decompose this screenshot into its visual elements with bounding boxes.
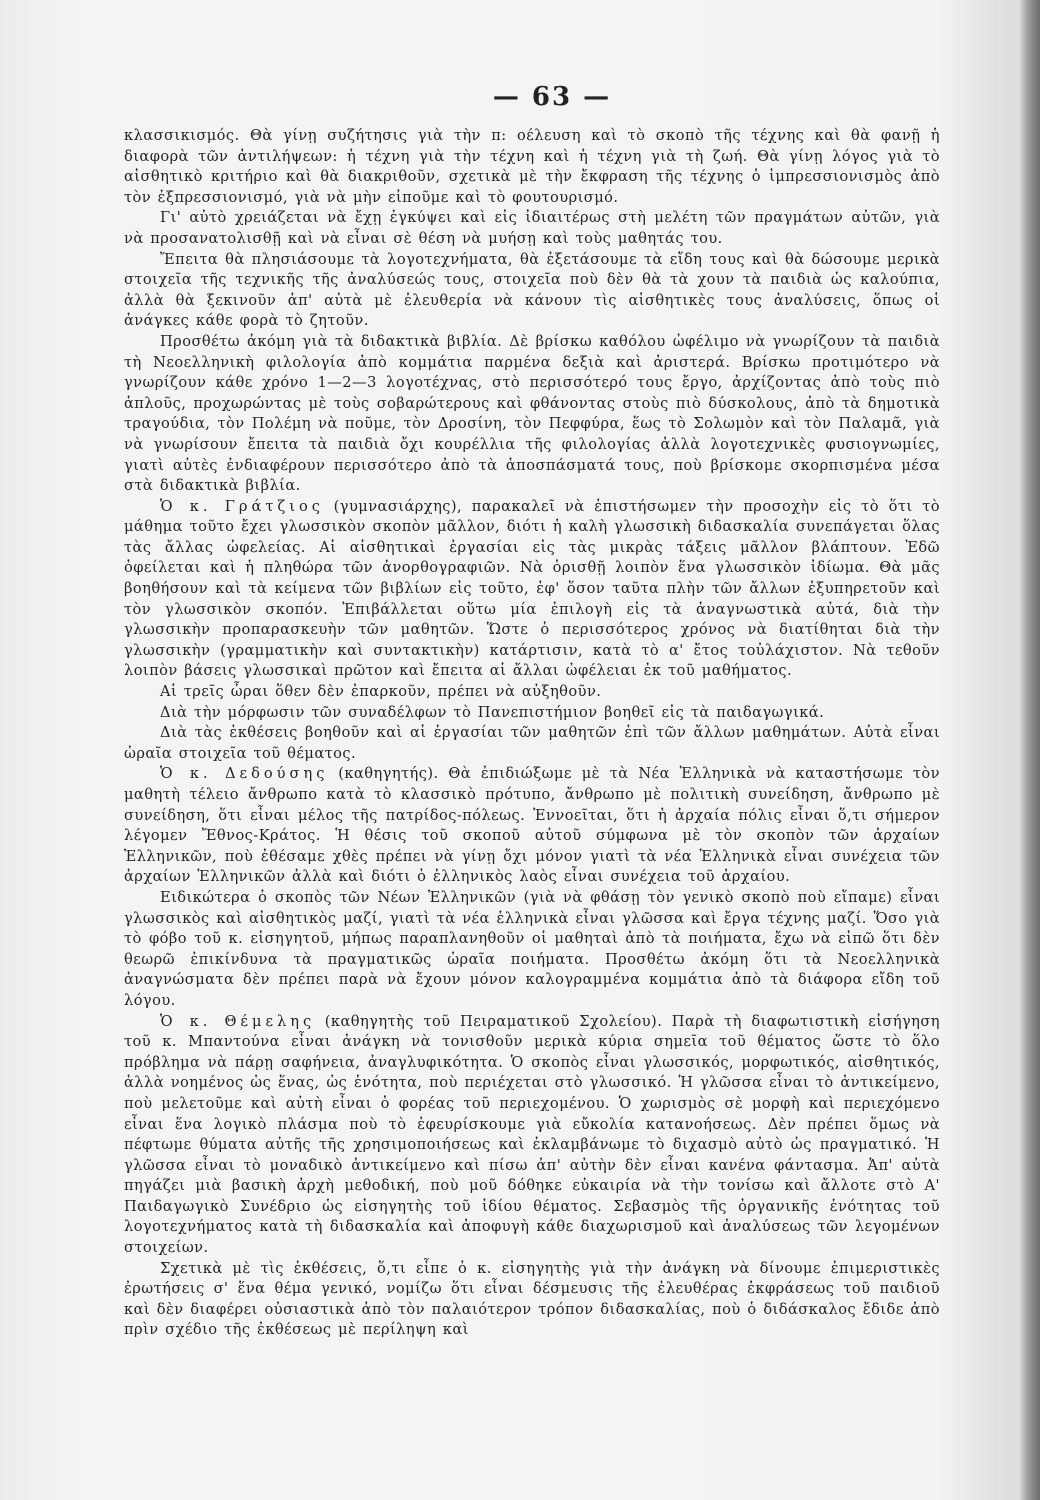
- paragraph-text: Διὰ τὰς ἐκθέσεις βοηθοῦν καὶ αἱ ἐργασίαι τῶν μαθητῶν ἐπὶ τῶν ἄλλων μαθημάτων. Αὐτὰ εἶναι ὡραῖα στοιχεῖα τοῦ θέματος.: [124, 724, 940, 762]
- body-text: [124, 126, 940, 1341]
- paragraph: [124, 682, 940, 703]
- paragraph: [124, 723, 940, 764]
- paragraph-text: (καθηγητής). Θὰ ἐπιδιώξωμε μὲ τὰ Νέα Ἑλληνικὰ νὰ καταστήσωμε τὸν μαθητὴ τέλειο ἄνθρωπο κατὰ τὸ κλασσικὸ πρότυπο, ἄνθρωπο μὲ πολιτικὴ συνείδηση, ἄνθρωπο μὲ συνείδηση, ὅτι εἶναι μέλος τῆς πατρίδος-πόλεως. Ἐννοεῖται, ὅτι ἡ ἀρχαία πόλις εἶναι ὅ,τι σήμερον λέγομεν Ἔθνος-Κράτος. Ἡ θέσις τοῦ σκοποῦ αὐτοῦ σύμφωνα μὲ τὸν σκοπὸν τῶν ἀρχαίων Ἑλληνικῶν, ποὺ ἐθέσαμε χθὲς πρέπει νὰ γίνῃ ὄχι μόνον γιατὶ τὰ νέα Ἑλληνικὰ εἶναι συνέχεια τῶν ἀρχαίων Ἑλληνικῶν ἀλλὰ καὶ διότι ὁ ἑλληνικὸς λαὸς εἶναι συνέχεια τοῦ ἀρχαίου.: [124, 765, 940, 886]
- paragraph: [124, 888, 940, 1012]
- speaker-name: Ὁ κ. Δεδούσης: [160, 765, 329, 783]
- paragraph-text: Προσθέτω ἀκόμη γιὰ τὰ διδακτικὰ βιβλία. Δὲ βρίσκω καθόλου ὠφέλιμο νὰ γνωρίζουν τὰ παιδιὰ τὴ Νεοελληνικὴ φιλολογία ἀπὸ κομμάτια παρμένα δεξιὰ καὶ ἀριστερά. Βρίσκω προτιμότερο νὰ γνωρίζουν κάθε χρόνο 1—2—3 λογοτέχνας, στὸ περισσότερό τους ἔργο, ἀρχίζοντας ἀπὸ τοὺς πιὸ ἁπλοῦς, προχωρώντας μὲ τοὺς σοβαρώτερους καὶ φθάνοντας στοὺς πιὸ δύσκολους, ἀπὸ τὰ δημοτικὰ τραγούδια, τὸν Πολέμη νὰ ποῦμε, τὸν Δροσίνη, τὸν Πεφφύρα, ἕως τὸ Σολωμὸν καὶ τὸν Παλαμᾶ, γιὰ νὰ γνωρίσουν ἔπειτα τὰ παιδιὰ ὄχι κουρέλλια τῆς φιλολογίας ἀλλὰ λογοτεχνικὲς φυσιογνωμίες, γιατὶ αὐτὲς ἐνδιαφέρουν περισσότερο ἀπὸ τὰ ἀποσπάσματά τους, ποὺ βρίσκομε σκορπισμένα μέσα στὰ διδακτικὰ βιβλία.: [124, 332, 940, 495]
- paragraph-text: (καθηγητὴς τοῦ Πειραματικοῦ Σχολείου). Παρὰ τὴ διαφωτιστικὴ εἰσήγηση τοῦ κ. Μπαντούνα εἶναι ἀνάγκη νὰ τονισθοῦν μερικὰ κύρια σημεῖα τοῦ θέματος ὥστε τὸ ὅλο πρόβλημα νὰ πάρῃ σαφήνεια, ἀναγλυφικότητα. Ὁ σκοπὸς εἶναι γλωσσικός, μορφωτικός, αἰσθητικός, ἀλλὰ νοημένος ὡς ἕνας, ὡς ἑνότητα, ποὺ περιέχεται στὸ γλωσσικό. Ἡ γλῶσσα εἶναι τὸ ἀντικείμενο, ποὺ μελετοῦμε καὶ αὐτὴ εἶναι ὁ φορέας τοῦ περιεχομένου. Ὁ χωρισμὸς σὲ μορφὴ καὶ περιεχόμενο εἶναι ἕνα λογικὸ πλάσμα ποὺ τὸ ἐφευρίσκουμε γιὰ εὔκολία κατανοήσεως. Δὲν πρέπει ὅμως νὰ πέφτωμε θύματα αὐτῆς τῆς χρησιμοποιήσεως καὶ ἐκλαμβάνωμε τὸ διχασμὸ αὐτὸ ὡς πραγματικό. Ἡ γλῶσσα εἶναι τὸ μοναδικὸ ἀντικείμενο καὶ πίσω ἀπ' αὐτὴν δὲν εἶναι κανένα φάντασμα. Ἀπ' αὐτὰ πηγάζει μιὰ βασικὴ ἀρχὴ μεθοδική, ποὺ μοῦ δόθηκε εὐκαιρία νὰ τὴν τονίσω καὶ ἄλλοτε στὸ Α' Παιδαγωγικὸ Συνέδριο ὡς εἰσηγητὴς τοῦ ἰδίου θέματος. Σεβασμὸς τῆς ὀργανικῆς ἑνότητας τοῦ λογοτεχνήματος κατὰ τὴ διδασκαλία καὶ ἀποφυγὴ κάθε διαχωρισμοῦ καὶ ἀναλύσεως τῶν λεγομένων στοιχείων.: [124, 1012, 940, 1257]
- paragraph-text: (γυμνασιάρχης), παρακαλεῖ νὰ ἐπιστήσωμεν τὴν προσοχὴν εἰς τὸ ὅτι τὸ μάθημα τοῦτο ἔχει γλωσσικὸν σκοπὸν μᾶλλον, διότι ἡ καλὴ γλωσσικὴ διδασκαλία συνεπάγεται ὅλας τὰς ἄλλας ὠφελείας. Αἱ αἰσθητικαὶ ἐργασίαι εἰς τὰς μικρὰς τάξεις μᾶλλον βλάπτουν. Ἐδῶ ὀφείλεται καὶ ἡ πληθώρα τῶν ἀνορθογραφιῶν. Νὰ ὁρισθῇ λοιπὸν ἕνα γλωσσικὸν ἰδίωμα. Θὰ μᾶς βοηθήσουν καὶ τὰ κείμενα τῶν βιβλίων εἰς τοῦτο, ἐφ' ὅσον ταῦτα πλὴν τῶν ἄλλων ἐξυπηρετοῦν καὶ τὸν γλωσσικὸν σκοπόν. Ἐπιβάλλεται οὕτω μία ἐπιλογὴ εἰς τὰ ἀναγνωστικὰ αὐτά, διὰ τὴν γλωσσικὴν προπαρασκευὴν τῶν μαθητῶν. Ὥστε ὁ περισσότερος χρόνος νὰ διατίθηται διὰ τὴν γλωσσικὴν (γραμματικὴν καὶ συντακτικὴν) κατάρτισιν, κατὰ τὸ α' ἔτος τοὐλάχιστον. Νὰ τεθοῦν λοιπὸν βάσεις γλωσσικαὶ πρῶτον καὶ ἔπειτα αἱ ἄλλαι ὠφέλειαι ἐκ τοῦ μαθήματος.: [124, 497, 940, 680]
- paragraph-text: κλασσικισμός. Θὰ γίνῃ συζήτησις γιὰ τὴν π: οέλευση καὶ τὸ σκοπὸ τῆς τέχνης καὶ θὰ φανῇ ἡ διαφορὰ τῶν ἀντιλήψεων: ἡ τέχνη γιὰ τὴν τέχνη καὶ ἡ τέχνη γιὰ τὴ ζωή. Θὰ γίνῃ λόγος γιὰ τὸ αἰσθητικὸ κριτήριο καὶ θὰ διακριθοῦν, σχετικὰ μὲ τὴν ἔκφραση τῆς τέχνης ὁ ἰμπρεσσιονισμὸς ἀπὸ τὸν ἐξπρεσσιονισμό, γιὰ νὰ μὴν εἰποῦμε καὶ τὸ φουτουρισμό.: [124, 127, 940, 206]
- paragraph-text: Γι' αὐτὸ χρειάζεται νὰ ἔχῃ ἐγκύψει καὶ εἰς ἰδιαιτέρως στὴ μελέτη τῶν πραγμάτων αὐτῶν, γιὰ νὰ προσανατολισθῇ καὶ νὰ εἶναι σὲ θέση νὰ μυήσῃ καὶ τοὺς μαθητάς του.: [124, 209, 940, 247]
- paragraph-text: Διὰ τὴν μόρφωσιν τῶν συναδέλφων τὸ Πανεπιστήμιον βοηθεῖ εἰς τὰ παιδαγωγικά.: [160, 703, 825, 721]
- paragraph: [124, 764, 940, 888]
- page-number: — 63 —: [492, 82, 612, 112]
- paragraph: [124, 208, 940, 249]
- paragraph-text: Αἱ τρεῖς ὧραι ὅθεν δὲν ἐπαρκοῦν, πρέπει νὰ αὐξηθοῦν.: [160, 683, 602, 701]
- paragraph-text: Ἔπειτα θὰ πλησιάσουμε τὰ λογοτεχνήματα, θὰ ἐξετάσουμε τὰ εἴδη τους καὶ θὰ δώσουμε μερικὰ στοιχεῖα τῆς τεχνικῆς τῆς ἀναλύσεώς τους, στοιχεῖα ποὺ δὲν θὰ τὰ χουν τὰ παιδιὰ ὡς καλούπια, ἀλλὰ θὰ ξεκινοῦν ἀπ' αὐτὰ μὲ ἐλευθερία νὰ κάνουν τὶς αἰσθητικὲς τους ἀναλύσεις, ὅπως οἱ ἀνάγκες κάθε φορὰ τὸ ζητοῦν.: [124, 250, 940, 330]
- paragraph: [124, 497, 940, 682]
- paragraph: [124, 703, 940, 724]
- page-edge-shadow: [1018, 0, 1040, 1500]
- paragraph-text: Ειδικώτερα ὁ σκοπὸς τῶν Νέων Ἑλληνικῶν (γιὰ νὰ φθάσῃ τὸν γενικὸ σκοπὸ ποὺ εἴπαμε) εἶναι γλωσσικὸς καὶ αἰσθητικὸς μαζί, γιατὶ τὰ νέα ἑλληνικὰ εἶναι γλῶσσα καὶ ἔργα τέχνης μαζί. Ὅσο γιὰ τὸ φόβο τοῦ κ. εἰσηγητοῦ, μήπως παραπλανηθοῦν οἱ μαθηταὶ ἀπὸ τὰ ποιήματα, ἔχω νὰ εἰπῶ ὅτι δὲν θεωρῶ ἐπικίνδυνα τὰ πραγματικῶς ὡραῖα ποιήματα. Προσθέτω ἀκόμη ὅτι τὰ Νεοελληνικὰ ἀναγνώσματα δὲν πρέπει παρὰ νὰ ἔχουν μόνον καλογραμμένα κομμάτια ἀπὸ τὰ διάφορα εἴδη τοῦ λόγου.: [124, 888, 940, 1009]
- paragraph: [124, 126, 940, 208]
- speaker-name: Ὁ κ. Γράτζιος: [160, 497, 324, 515]
- paragraph: [124, 250, 940, 332]
- paragraph: [124, 332, 940, 497]
- paragraph: [124, 1259, 940, 1341]
- paragraph: [124, 1012, 940, 1259]
- speaker-name: Ὁ κ. Θέμελης: [160, 1012, 316, 1030]
- paragraph-text: Σχετικὰ μὲ τὶς ἐκθέσεις, ὅ,τι εἶπε ὁ κ. εἰσηγητὴς γιὰ τὴν ἀνάγκη νὰ δίνουμε ἐπιμεριστικὲς ἐρωτήσεις σ' ἕνα θέμα γενικό, νομίζω ὅτι εἶναι δέσμευσις τῆς ἐλευθέρας ἐκφράσεως τοῦ παιδιοῦ καὶ δὲν διαφέρει οὐσιαστικὰ ἀπὸ τὸν παλαιότερον τρόπον διδασκαλίας, ποὺ ὁ διδάσκαλος ἔδιδε ἀπὸ πρὶν σχέδιο τῆς ἐκθέσεως μὲ περίληψη καὶ: [124, 1259, 940, 1339]
